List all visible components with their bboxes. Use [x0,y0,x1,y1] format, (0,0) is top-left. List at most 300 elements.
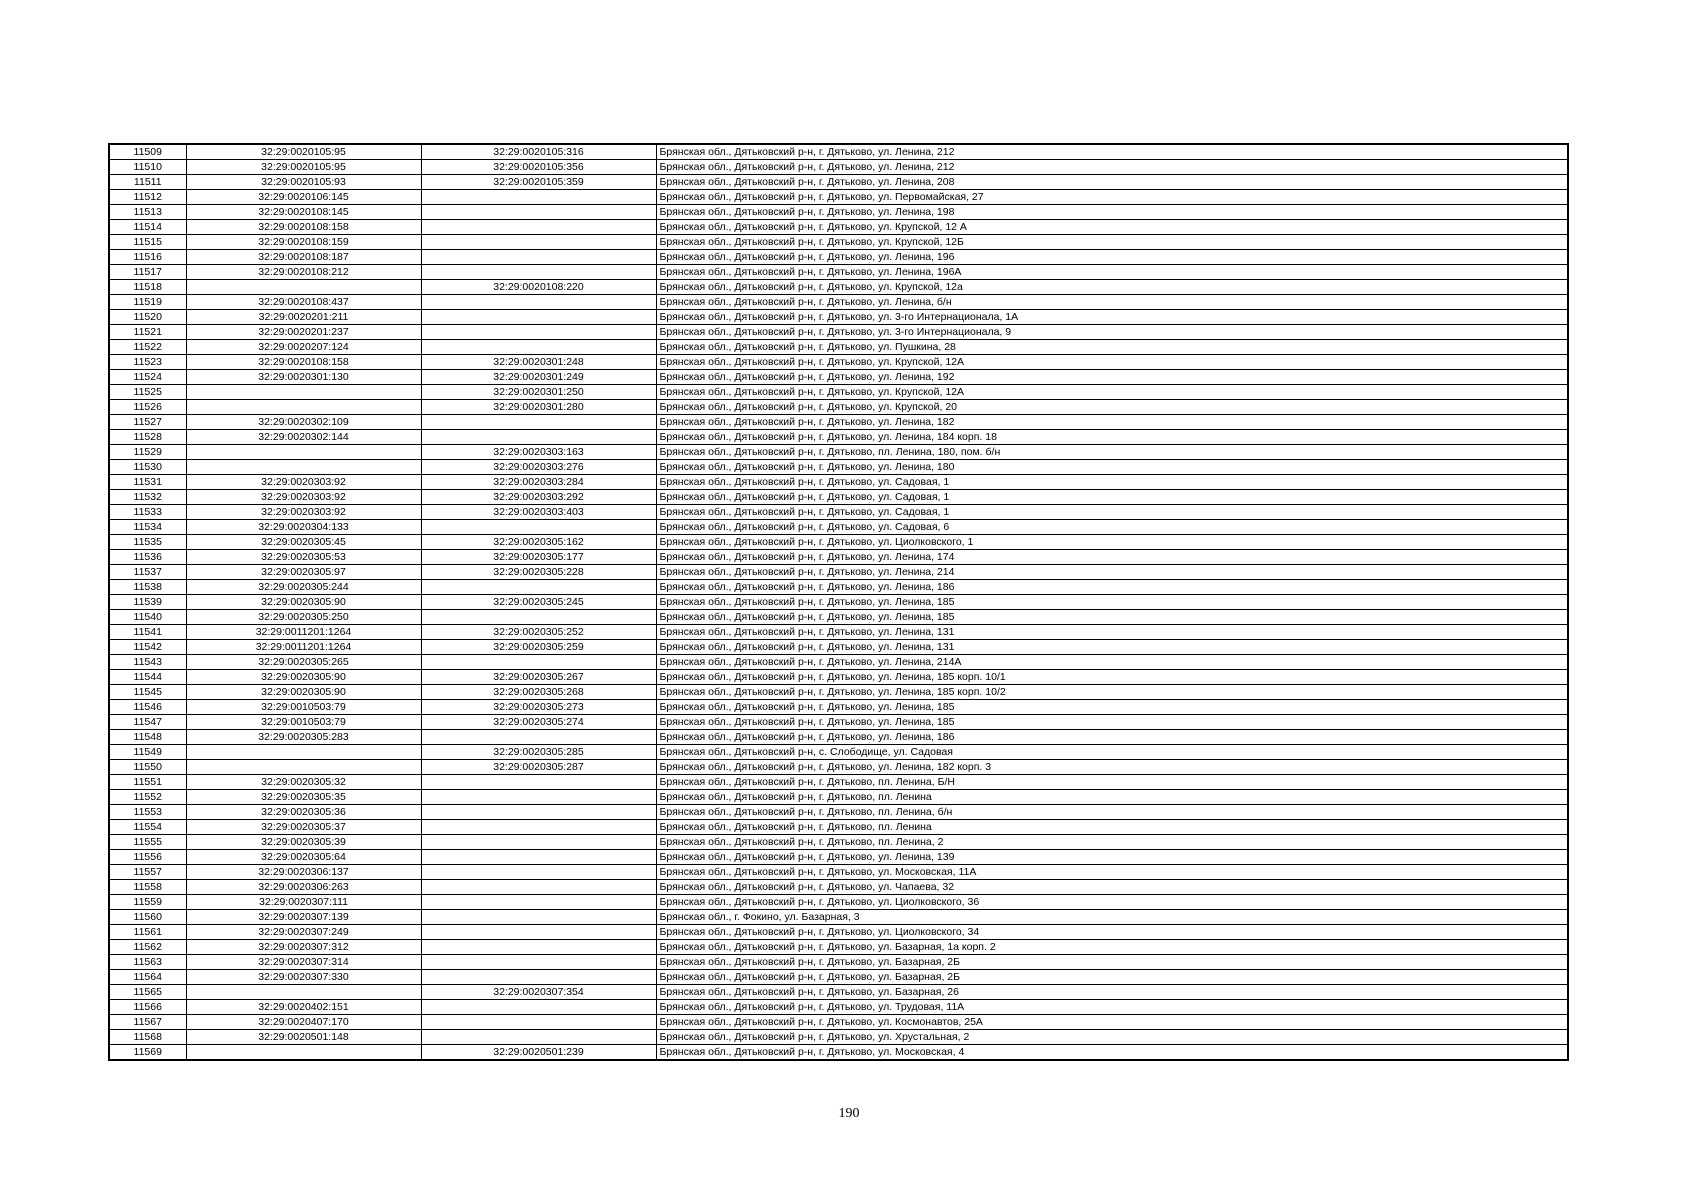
object-number-cell: 32:29:0020307:354 [421,985,656,1000]
parcel-number-cell: 32:29:0020105:95 [186,160,421,175]
table-row [109,580,1568,595]
table-row [109,144,1568,160]
object-number-cell [421,235,656,250]
address-cell: Брянская обл., Дятьковский р-н, г. Дятьково, ул. Базарная, 26 [656,985,1568,1000]
object-number-cell [421,1015,656,1030]
parcel-number-cell [186,445,421,460]
object-number-cell: 32:29:0020305:287 [421,760,656,775]
object-number-cell: 32:29:0020303:403 [421,505,656,520]
address-cell: Брянская обл., Дятьковский р-н, г. Дятьково, ул. Ленина, 185 [656,715,1568,730]
parcel-number-cell: 32:29:0020305:36 [186,805,421,820]
parcel-number-cell: 32:29:0020304:133 [186,520,421,535]
row-number-cell: 11557 [109,865,186,880]
row-number-cell: 11517 [109,265,186,280]
table-row [109,235,1568,250]
table-row [109,310,1568,325]
row-number-cell: 11528 [109,430,186,445]
object-number-cell [421,340,656,355]
table-row [109,925,1568,940]
table-row [109,790,1568,805]
parcel-number-cell: 32:29:0020305:250 [186,610,421,625]
row-number-cell: 11543 [109,655,186,670]
parcel-number-cell [186,985,421,1000]
table-row [109,970,1568,985]
object-number-cell: 32:29:0020305:177 [421,550,656,565]
table-row [109,445,1568,460]
row-number-cell: 11534 [109,520,186,535]
address-cell: Брянская обл., Дятьковский р-н, г. Дятьково, ул. Базарная, 2Б [656,970,1568,985]
address-cell: Брянская обл., Дятьковский р-н, г. Дятьково, пл. Ленина, б/н [656,805,1568,820]
row-number-cell: 11542 [109,640,186,655]
table-row [109,610,1568,625]
address-cell: Брянская обл., Дятьковский р-н, г. Дятьково, ул. Ленина, 131 [656,640,1568,655]
address-cell: Брянская обл., Дятьковский р-н, г. Дятьково, ул. Ленина, б/н [656,295,1568,310]
parcel-number-cell [186,280,421,295]
parcel-number-cell: 32:29:0020307:314 [186,955,421,970]
parcel-number-cell: 32:29:0020501:148 [186,1030,421,1045]
object-number-cell [421,310,656,325]
address-cell: Брянская обл., Дятьковский р-н, г. Дятьково, ул. Крупской, 12 А [656,220,1568,235]
object-number-cell: 32:29:0020303:163 [421,445,656,460]
parcel-number-cell: 32:29:0020105:95 [186,144,421,160]
row-number-cell: 11544 [109,670,186,685]
row-number-cell: 11558 [109,880,186,895]
address-cell: Брянская обл., Дятьковский р-н, г. Дятьково, ул. Базарная, 1а корп. 2 [656,940,1568,955]
parcel-number-cell: 32:29:0020108:158 [186,220,421,235]
parcel-number-cell: 32:29:0020307:330 [186,970,421,985]
row-number-cell: 11564 [109,970,186,985]
table-row [109,985,1568,1000]
object-number-cell [421,325,656,340]
object-number-cell: 32:29:0020305:285 [421,745,656,760]
object-number-cell: 32:29:0020303:276 [421,460,656,475]
row-number-cell: 11522 [109,340,186,355]
object-number-cell [421,1030,656,1045]
object-number-cell [421,655,656,670]
table-row [109,625,1568,640]
row-number-cell: 11510 [109,160,186,175]
table-row [109,280,1568,295]
table-row [109,655,1568,670]
object-number-cell [421,250,656,265]
address-cell: Брянская обл., Дятьковский р-н, г. Дятьково, ул. Крупской, 12Б [656,235,1568,250]
row-number-cell: 11536 [109,550,186,565]
row-number-cell: 11552 [109,790,186,805]
address-cell: Брянская обл., Дятьковский р-н, г. Дятьково, пл. Ленина [656,820,1568,835]
row-number-cell: 11545 [109,685,186,700]
parcel-number-cell: 32:29:0020305:53 [186,550,421,565]
parcel-number-cell: 32:29:0020305:90 [186,595,421,610]
address-cell: Брянская обл., Дятьковский р-н, г. Дятьково, ул. Ленина, 186 [656,730,1568,745]
parcel-number-cell: 32:29:0020307:139 [186,910,421,925]
parcel-number-cell: 32:29:0010503:79 [186,700,421,715]
object-number-cell [421,835,656,850]
address-cell: Брянская обл., Дятьковский р-н, г. Дятьково, ул. 3-го Интернационала, 9 [656,325,1568,340]
row-number-cell: 11512 [109,190,186,205]
address-cell: Брянская обл., Дятьковский р-н, г. Дятьково, ул. Крупской, 12А [656,385,1568,400]
address-cell: Брянская обл., Дятьковский р-н, г. Дятьково, ул. Трудовая, 11А [656,1000,1568,1015]
parcel-number-cell: 32:29:0020305:32 [186,775,421,790]
row-number-cell: 11513 [109,205,186,220]
address-cell: Брянская обл., Дятьковский р-н, с. Слободище, ул. Садовая [656,745,1568,760]
parcel-number-cell: 32:29:0020407:170 [186,1015,421,1030]
row-number-cell: 11524 [109,370,186,385]
table-row [109,850,1568,865]
object-number-cell [421,895,656,910]
row-number-cell: 11541 [109,625,186,640]
row-number-cell: 11550 [109,760,186,775]
row-number-cell: 11554 [109,820,186,835]
object-number-cell: 32:29:0020501:239 [421,1045,656,1061]
table-row [109,325,1568,340]
parcel-number-cell: 32:29:0020303:92 [186,475,421,490]
table-row [109,490,1568,505]
object-number-cell: 32:29:0020305:162 [421,535,656,550]
object-number-cell [421,1000,656,1015]
address-cell: Брянская обл., Дятьковский р-н, г. Дятьково, ул. Московская, 4 [656,1045,1568,1061]
parcel-number-cell: 32:29:0020201:211 [186,310,421,325]
object-number-cell [421,415,656,430]
object-number-cell: 32:29:0020305:245 [421,595,656,610]
address-cell: Брянская обл., Дятьковский р-н, г. Дятьково, ул. Циолковского, 36 [656,895,1568,910]
row-number-cell: 11567 [109,1015,186,1030]
parcel-number-cell: 32:29:0020302:144 [186,430,421,445]
row-number-cell: 11532 [109,490,186,505]
parcel-number-cell: 32:29:0020302:109 [186,415,421,430]
row-number-cell: 11540 [109,610,186,625]
address-cell: Брянская обл., Дятьковский р-н, г. Дятьково, пл. Ленина, Б/Н [656,775,1568,790]
table-row [109,385,1568,400]
row-number-cell: 11519 [109,295,186,310]
row-number-cell: 11511 [109,175,186,190]
address-cell: Брянская обл., Дятьковский р-н, г. Дятьково, ул. Ленина, 214А [656,655,1568,670]
row-number-cell: 11553 [109,805,186,820]
parcel-number-cell: 32:29:0020305:64 [186,850,421,865]
address-cell: Брянская обл., Дятьковский р-н, г. Дятьково, ул. Ленина, 186 [656,580,1568,595]
parcel-number-cell: 32:29:0020301:130 [186,370,421,385]
table-row [109,160,1568,175]
table-row [109,880,1568,895]
address-cell: Брянская обл., Дятьковский р-н, г. Дятьково, ул. Садовая, 6 [656,520,1568,535]
row-number-cell: 11547 [109,715,186,730]
object-number-cell: 32:29:0020105:356 [421,160,656,175]
table-row [109,400,1568,415]
object-number-cell: 32:29:0020108:220 [421,280,656,295]
row-number-cell: 11548 [109,730,186,745]
address-cell: Брянская обл., Дятьковский р-н, г. Дятьково, ул. Крупской, 12А [656,355,1568,370]
address-cell: Брянская обл., Дятьковский р-н, г. Дятьково, ул. Ленина, 208 [656,175,1568,190]
table-row [109,475,1568,490]
table-row [109,700,1568,715]
row-number-cell: 11568 [109,1030,186,1045]
row-number-cell: 11565 [109,985,186,1000]
parcel-number-cell: 32:29:0020305:39 [186,835,421,850]
row-number-cell: 11539 [109,595,186,610]
table-row [109,250,1568,265]
address-cell: Брянская обл., Дятьковский р-н, г. Дятьково, ул. Крупской, 12а [656,280,1568,295]
parcel-number-cell: 32:29:0020305:97 [186,565,421,580]
object-number-cell: 32:29:0020305:274 [421,715,656,730]
address-cell: Брянская обл., Дятьковский р-н, г. Дятьково, ул. Ленина, 139 [656,850,1568,865]
table-row [109,865,1568,880]
address-cell: Брянская обл., Дятьковский р-н, г. Дятьково, ул. Чапаева, 32 [656,880,1568,895]
object-number-cell: 32:29:0020301:248 [421,355,656,370]
address-cell: Брянская обл., Дятьковский р-н, г. Дятьково, ул. Пушкина, 28 [656,340,1568,355]
object-number-cell [421,865,656,880]
table-row [109,505,1568,520]
address-cell: Брянская обл., Дятьковский р-н, г. Дятьково, ул. Ленина, 180 [656,460,1568,475]
row-number-cell: 11561 [109,925,186,940]
address-cell: Брянская обл., г. Фокино, ул. Базарная, 3 [656,910,1568,925]
address-cell: Брянская обл., Дятьковский р-н, г. Дятьково, ул. Ленина, 185 [656,700,1568,715]
parcel-number-cell: 32:29:0020207:124 [186,340,421,355]
table-row [109,1045,1568,1061]
row-number-cell: 11562 [109,940,186,955]
table-row [109,715,1568,730]
table-row [109,895,1568,910]
table-row [109,415,1568,430]
row-number-cell: 11537 [109,565,186,580]
address-cell: Брянская обл., Дятьковский р-н, г. Дятьково, ул. Циолковского, 1 [656,535,1568,550]
parcel-number-cell: 32:29:0020305:45 [186,535,421,550]
parcel-number-cell: 32:29:0020108:187 [186,250,421,265]
address-cell: Брянская обл., Дятьковский р-н, г. Дятьково, ул. Ленина, 174 [656,550,1568,565]
row-number-cell: 11525 [109,385,186,400]
row-number-cell: 11559 [109,895,186,910]
row-number-cell: 11538 [109,580,186,595]
table-row [109,550,1568,565]
object-number-cell [421,580,656,595]
address-cell: Брянская обл., Дятьковский р-н, г. Дятьково, ул. Московская, 11А [656,865,1568,880]
address-cell: Брянская обл., Дятьковский р-н, г. Дятьково, ул. 3-го Интернационала, 1А [656,310,1568,325]
row-number-cell: 11555 [109,835,186,850]
parcel-number-cell: 32:29:0020108:159 [186,235,421,250]
parcel-number-cell: 32:29:0020305:244 [186,580,421,595]
parcel-number-cell: 32:29:0020105:93 [186,175,421,190]
object-number-cell [421,820,656,835]
object-number-cell: 32:29:0020305:252 [421,625,656,640]
parcel-number-cell [186,385,421,400]
row-number-cell: 11560 [109,910,186,925]
page-number: 190 [838,1106,860,1121]
address-cell: Брянская обл., Дятьковский р-н, г. Дятьково, ул. Садовая, 1 [656,505,1568,520]
object-number-cell: 32:29:0020301:249 [421,370,656,385]
object-number-cell: 32:29:0020105:359 [421,175,656,190]
parcel-number-cell: 32:29:0011201:1264 [186,640,421,655]
table-row [109,295,1568,310]
parcel-number-cell: 32:29:0020201:237 [186,325,421,340]
address-cell: Брянская обл., Дятьковский р-н, г. Дятьково, пл. Ленина, 180, пом. б/н [656,445,1568,460]
row-number-cell: 11546 [109,700,186,715]
object-number-cell: 32:29:0020105:316 [421,144,656,160]
row-number-cell: 11531 [109,475,186,490]
row-number-cell: 11566 [109,1000,186,1015]
table-row [109,940,1568,955]
row-number-cell: 11514 [109,220,186,235]
address-cell: Брянская обл., Дятьковский р-н, г. Дятьково, ул. Садовая, 1 [656,490,1568,505]
parcel-number-cell: 32:29:0020108:212 [186,265,421,280]
registry-table [108,143,1569,1061]
parcel-number-cell: 32:29:0020307:312 [186,940,421,955]
table-row [109,430,1568,445]
table-row [109,220,1568,235]
table-row [109,175,1568,190]
table-row [109,835,1568,850]
object-number-cell: 32:29:0020305:228 [421,565,656,580]
table-row [109,685,1568,700]
parcel-number-cell [186,460,421,475]
object-number-cell: 32:29:0020301:280 [421,400,656,415]
object-number-cell [421,955,656,970]
row-number-cell: 11563 [109,955,186,970]
object-number-cell [421,190,656,205]
table-row [109,190,1568,205]
address-cell: Брянская обл., Дятьковский р-н, г. Дятьково, ул. Ленина, 185 корп. 10/2 [656,685,1568,700]
table-row [109,535,1568,550]
row-number-cell: 11549 [109,745,186,760]
parcel-number-cell: 32:29:0010503:79 [186,715,421,730]
table-row [109,805,1568,820]
row-number-cell: 11535 [109,535,186,550]
parcel-number-cell: 32:29:0020303:92 [186,505,421,520]
table-row [109,745,1568,760]
table-row [109,340,1568,355]
object-number-cell [421,850,656,865]
parcel-number-cell: 32:29:0020402:151 [186,1000,421,1015]
parcel-number-cell: 32:29:0020108:437 [186,295,421,310]
address-cell: Брянская обл., Дятьковский р-н, г. Дятьково, ул. Ленина, 212 [656,144,1568,160]
address-cell: Брянская обл., Дятьковский р-н, г. Дятьково, ул. Первомайская, 27 [656,190,1568,205]
address-cell: Брянская обл., Дятьковский р-н, г. Дятьково, ул. Ленина, 131 [656,625,1568,640]
object-number-cell [421,610,656,625]
object-number-cell [421,265,656,280]
address-cell: Брянская обл., Дятьковский р-н, г. Дятьково, пл. Ленина, 2 [656,835,1568,850]
object-number-cell [421,940,656,955]
row-number-cell: 11515 [109,235,186,250]
row-number-cell: 11509 [109,144,186,160]
address-cell: Брянская обл., Дятьковский р-н, г. Дятьково, ул. Ленина, 214 [656,565,1568,580]
table-row [109,565,1568,580]
object-number-cell [421,205,656,220]
parcel-number-cell: 32:29:0020108:145 [186,205,421,220]
address-cell: Брянская обл., Дятьковский р-н, г. Дятьково, ул. Ленина, 192 [656,370,1568,385]
parcel-number-cell: 32:29:0020305:35 [186,790,421,805]
parcel-number-cell: 32:29:0020305:283 [186,730,421,745]
address-cell: Брянская обл., Дятьковский р-н, г. Дятьково, ул. Ленина, 185 [656,610,1568,625]
table-row [109,760,1568,775]
address-cell: Брянская обл., Дятьковский р-н, г. Дятьково, ул. Ленина, 182 корп. 3 [656,760,1568,775]
object-number-cell [421,520,656,535]
parcel-number-cell [186,400,421,415]
address-cell: Брянская обл., Дятьковский р-н, г. Дятьково, ул. Ленина, 196 [656,250,1568,265]
parcel-number-cell [186,1045,421,1061]
table-row [109,910,1568,925]
object-number-cell [421,805,656,820]
parcel-number-cell: 32:29:0020305:90 [186,685,421,700]
row-number-cell: 11551 [109,775,186,790]
row-number-cell: 11529 [109,445,186,460]
row-number-cell: 11527 [109,415,186,430]
registry-table-body [109,144,1568,1060]
row-number-cell: 11569 [109,1045,186,1061]
address-cell: Брянская обл., Дятьковский р-н, г. Дятьково, ул. Садовая, 1 [656,475,1568,490]
table-row [109,955,1568,970]
parcel-number-cell: 32:29:0020305:265 [186,655,421,670]
table-row [109,640,1568,655]
object-number-cell [421,775,656,790]
table-row [109,820,1568,835]
object-number-cell: 32:29:0020305:268 [421,685,656,700]
row-number-cell: 11526 [109,400,186,415]
table-row [109,370,1568,385]
address-cell: Брянская обл., Дятьковский р-н, г. Дятьково, ул. Ленина, 185 корп. 10/1 [656,670,1568,685]
object-number-cell: 32:29:0020305:273 [421,700,656,715]
table-row [109,355,1568,370]
parcel-number-cell: 32:29:0020106:145 [186,190,421,205]
object-number-cell [421,220,656,235]
row-number-cell: 11523 [109,355,186,370]
address-cell: Брянская обл., Дятьковский р-н, г. Дятьково, ул. Ленина, 184 корп. 18 [656,430,1568,445]
table-row [109,1015,1568,1030]
table-row [109,1000,1568,1015]
parcel-number-cell: 32:29:0020108:158 [186,355,421,370]
object-number-cell [421,430,656,445]
row-number-cell: 11516 [109,250,186,265]
table-row [109,670,1568,685]
address-cell: Брянская обл., Дятьковский р-н, г. Дятьково, ул. Ленина, 185 [656,595,1568,610]
parcel-number-cell: 32:29:0020307:111 [186,895,421,910]
row-number-cell: 11556 [109,850,186,865]
address-cell: Брянская обл., Дятьковский р-н, г. Дятьково, ул. Ленина, 212 [656,160,1568,175]
address-cell: Брянская обл., Дятьковский р-н, г. Дятьково, ул. Циолковского, 34 [656,925,1568,940]
object-number-cell [421,910,656,925]
parcel-number-cell: 32:29:0020303:92 [186,490,421,505]
object-number-cell: 32:29:0020305:259 [421,640,656,655]
object-number-cell: 32:29:0020303:284 [421,475,656,490]
parcel-number-cell: 32:29:0020306:263 [186,880,421,895]
parcel-number-cell: 32:29:0020305:90 [186,670,421,685]
object-number-cell: 32:29:0020305:267 [421,670,656,685]
object-number-cell [421,730,656,745]
row-number-cell: 11530 [109,460,186,475]
address-cell: Брянская обл., Дятьковский р-н, г. Дятьково, ул. Ленина, 196А [656,265,1568,280]
object-number-cell [421,790,656,805]
address-cell: Брянская обл., Дятьковский р-н, г. Дятьково, пл. Ленина [656,790,1568,805]
table-row [109,460,1568,475]
table-row [109,205,1568,220]
parcel-number-cell: 32:29:0020306:137 [186,865,421,880]
object-number-cell: 32:29:0020301:250 [421,385,656,400]
table-row [109,1030,1568,1045]
row-number-cell: 11518 [109,280,186,295]
parcel-number-cell: 32:29:0020305:37 [186,820,421,835]
object-number-cell [421,925,656,940]
table-row [109,265,1568,280]
row-number-cell: 11520 [109,310,186,325]
address-cell: Брянская обл., Дятьковский р-н, г. Дятьково, ул. Хрустальная, 2 [656,1030,1568,1045]
address-cell: Брянская обл., Дятьковский р-н, г. Дятьково, ул. Ленина, 182 [656,415,1568,430]
table-row [109,775,1568,790]
address-cell: Брянская обл., Дятьковский р-н, г. Дятьково, ул. Крупской, 20 [656,400,1568,415]
object-number-cell: 32:29:0020303:292 [421,490,656,505]
address-cell: Брянская обл., Дятьковский р-н, г. Дятьково, ул. Космонавтов, 25А [656,1015,1568,1030]
parcel-number-cell: 32:29:0020307:249 [186,925,421,940]
table-row [109,730,1568,745]
address-cell: Брянская обл., Дятьковский р-н, г. Дятьково, ул. Ленина, 198 [656,205,1568,220]
object-number-cell [421,295,656,310]
object-number-cell [421,880,656,895]
parcel-number-cell [186,745,421,760]
